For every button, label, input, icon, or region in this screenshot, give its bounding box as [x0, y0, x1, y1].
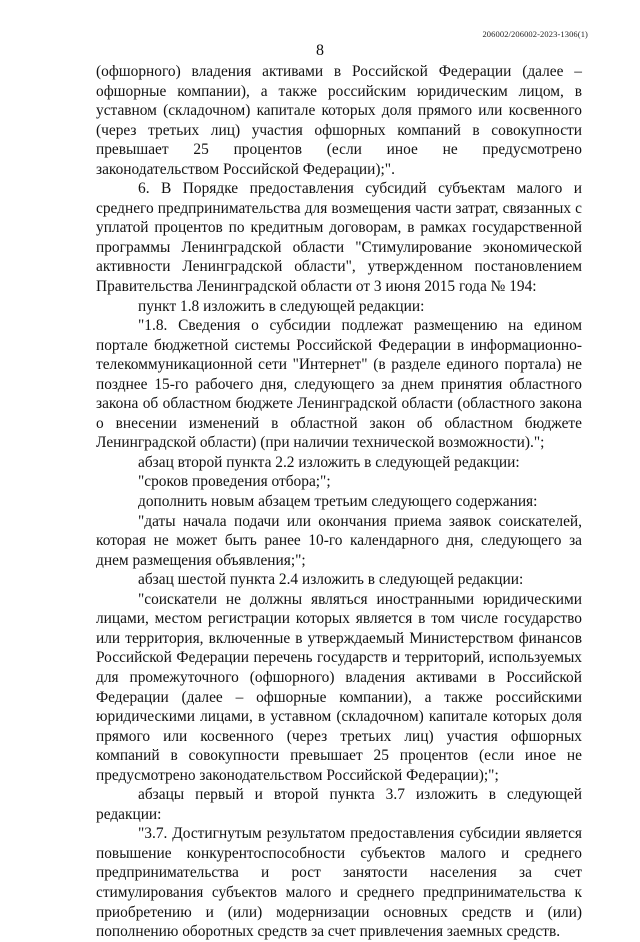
paragraph: "1.8. Сведения о субсидии подлежат размещению на едином портале бюджетной системы Российской Федерации в информационно-телекоммуникационной сети "Интернет" (в разделе единого портала) не позднее 15-го рабочего дня, следующего за днем принятия областного закона об областном бюджете Ленинградской области (областного закона о внесении изменений в областной закон об областном бюджете Ленинградской области) (при наличии технической возможности)."; [96, 317, 582, 452]
paragraph: 6. В Порядке предоставления субсидий субъектам малого и среднего предпринимательства для возмещения части затрат, связанных с уплатой процентов по кредитным договорам, в рамках государственной программы Ленинградской области "Стимулирование экономической активности Ленинградской области", утвержденном постановлением Правительства Ленинградской области от 3 июня 2015 года № 194: [96, 180, 582, 296]
paragraph: (офшорного) владения активами в Российской Федерации (далее – офшорные компании), а также российским юридическим лицом, в уставном (складочном) капитале которых доля прямого или косвенного (через третьих лиц) участия офшорных компаний в совокупности превышает 25 процентов (если иное не предусмотрено законодательством Российской Федерации);". [96, 63, 582, 178]
paragraph: дополнить новым абзацем третьим следующего содержания: [138, 493, 538, 511]
paragraph: "соискатели не должны являться иностранными юридическими лицами, местом регистрации которых является в том числе государство или территория, включенные в утверждаемый Министерством финансов Российской Федерации перечень государств и территорий, используемых для промежуточного (офшорного) владения активами в Российской Федерации (далее – офшорные компании), а также российскими юридическими лицами, в уставном (складочном) капитале которых доля прямого или косвенного (через третьих лиц) участия офшорных компаний в совокупности превышает 25 процентов (если иное не предусмотрено законодательством Российской Федерации);"; [96, 590, 582, 784]
paragraph: пункт 1.8 изложить в следующей редакции: [138, 297, 425, 315]
page-number: 8 [316, 42, 324, 59]
document-body [96, 62, 582, 942]
paragraph: "даты начала подачи или окончания приема заявок соискателей, которая не может быть ранее 10-го календарного дня, следующего за днем размещения объявления;"; [96, 512, 582, 569]
paragraph: "3.7. Достигнутым результатом предоставления субсидии является повышение конкурентоспособности субъектов малого и среднего предпринимательства и рост занятости населения за счет стимулирования субъектов малого и среднего предпринимательства к приобретению и (или) модернизации основных средств и (или) пополнению оборотных средств за счет привлечения заемных средств. [96, 825, 582, 941]
paragraph: абзац шестой пункта 2.4 изложить в следующей редакции: [138, 571, 524, 589]
document-registration-code: 206002/206002-2023-1306(1) [482, 29, 588, 39]
paragraph: абзац второй пункта 2.2 изложить в следующей редакции: [138, 453, 520, 471]
paragraph: "сроков проведения отбора;"; [138, 473, 331, 491]
paragraph: абзацы первый и второй пункта 3.7 изложить в следующей редакции: [96, 786, 582, 823]
